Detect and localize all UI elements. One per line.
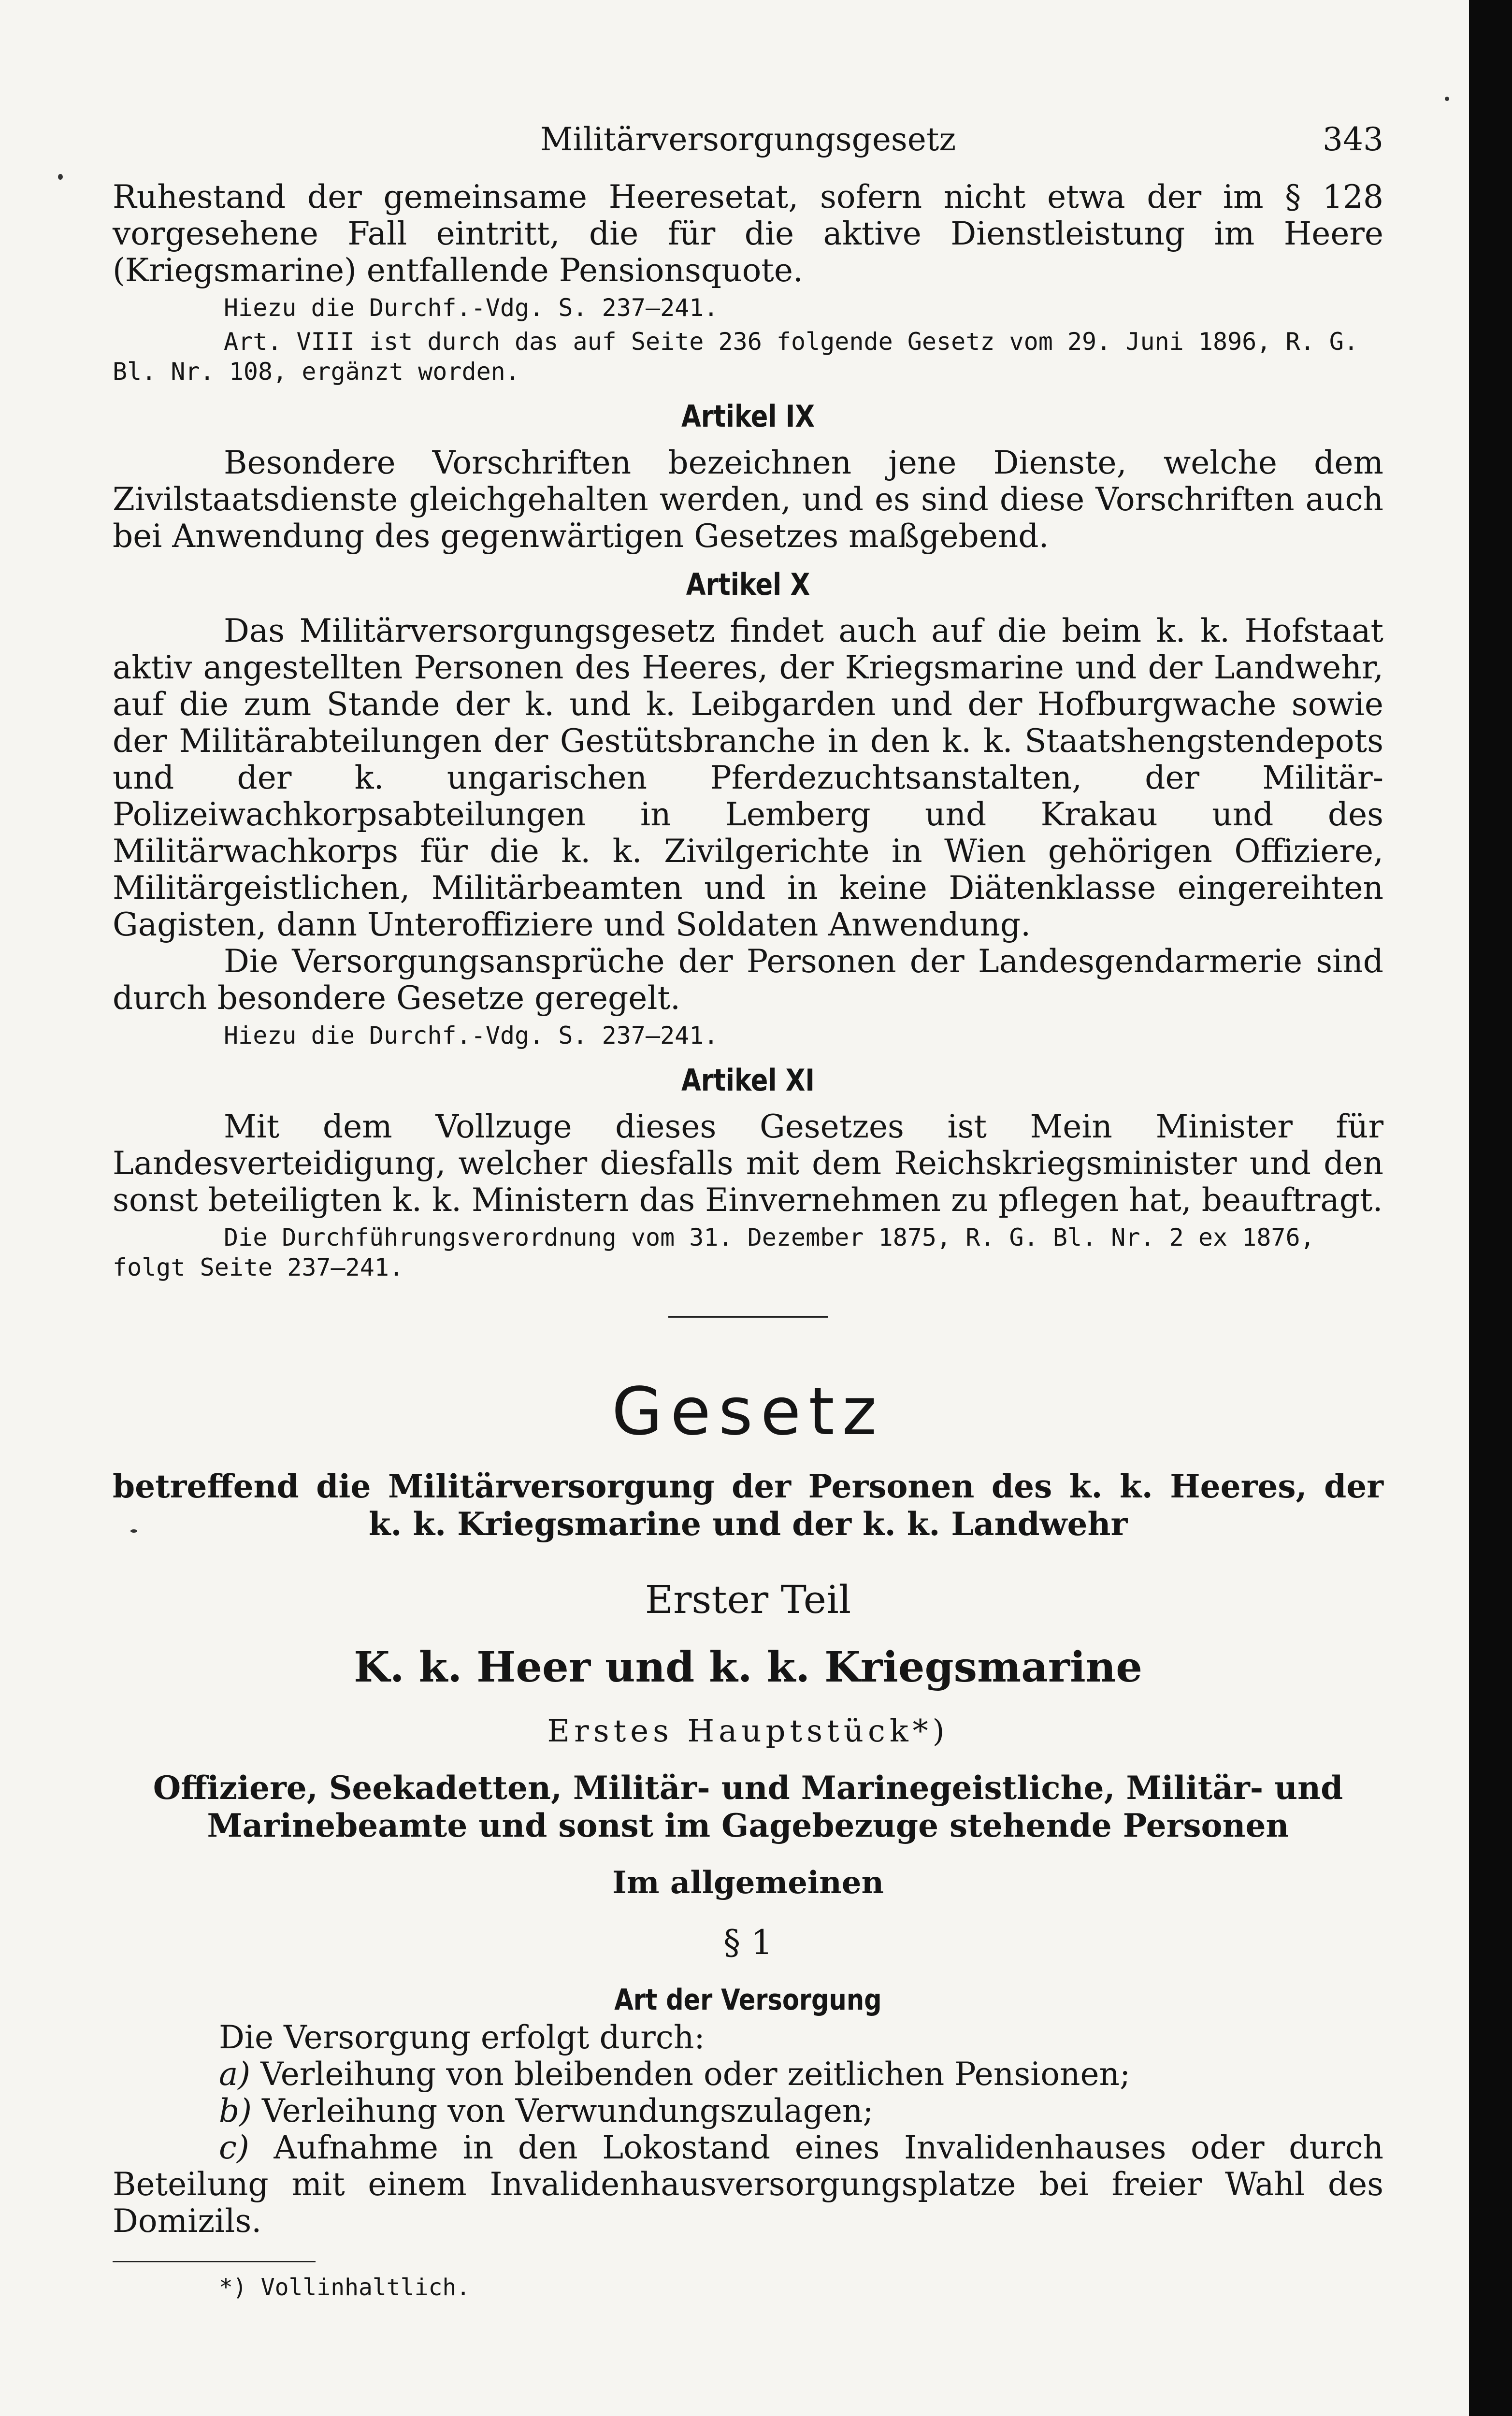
- paragraph-artikel-ix: Besondere Vorschriften bezeichnen jene Dienste, welche dem Zivilstaatsdienste gleichgehalten werden, und es sind diese Vorschriften auch bei Anwendung des gegenwärtigen Gesetzes maßgebend.: [113, 444, 1383, 555]
- heading-artikel-xi: Artikel XI: [681, 1063, 815, 1098]
- section-intro: Die Versorgung erfolgt durch:: [219, 2019, 705, 2056]
- law-subtitle: [113, 1467, 1383, 1543]
- heer-heading: K. k. Heer und k. k. Kriegsmarine: [353, 1643, 1143, 1692]
- note-durchf-vdg: Hiezu die Durchf.-Vdg. S. 237—241.: [224, 294, 719, 322]
- page-content: [113, 121, 1383, 2301]
- im-allgemeinen-heading: Im allgemeinen: [612, 1865, 884, 1901]
- list-letter: c): [219, 2129, 249, 2166]
- part-heading: Erster Teil: [645, 1577, 851, 1622]
- speck: [1445, 97, 1449, 101]
- heading-artikel-x: Artikel X: [686, 567, 810, 602]
- persons-heading-line-1: Offiziere, Seekadetten, Militär- und Marinegeistliche, Militär- und: [153, 1769, 1343, 1807]
- scan-edge: [1469, 0, 1512, 2416]
- hauptstueck-heading: Erstes Hauptstück*): [547, 1713, 949, 1749]
- note-durchfuehrungsverordnung: Die Durchführungsverordnung vom 31. Dezember 1875, R. G. Bl. Nr. 2 ex 1876, folgt Seite 237—241.: [113, 1223, 1315, 1281]
- list-item-b: [113, 2093, 1383, 2129]
- paragraph-artikel-xi: Mit dem Vollzuge dieses Gesetzes ist Mein Minister für Landesverteidigung, welcher diesfalls mit dem Reichskriegsminister und den sonst beteiligten k. k. Ministern das Einvernehmen zu pflegen hat, beauftragt.: [113, 1108, 1383, 1219]
- heading-artikel-ix: Artikel IX: [681, 399, 815, 434]
- running-header: [113, 121, 1383, 179]
- list-letter: a): [219, 2056, 251, 2093]
- list-text: Aufnahme in den Lokostand eines Invalidenhauses oder durch Beteilung mit einem Invalidenhausversorgungsplatze bei freier Wahl des Domizils.: [113, 2129, 1383, 2240]
- persons-heading: [113, 1769, 1383, 1844]
- paragraph-landesgendarmerie: Die Versorgungsansprüche der Personen der Landesgendarmerie sind durch besondere Gesetze geregelt.: [113, 943, 1383, 1017]
- section-divider: [668, 1316, 828, 1318]
- speck: [58, 174, 63, 180]
- section-number: § 1: [723, 1923, 773, 1962]
- footnote: *) Vollinhaltlich.: [219, 2274, 471, 2301]
- note-durchf-vdg-2: Hiezu die Durchf.-Vdg. S. 237—241.: [224, 1021, 719, 1050]
- footnote-rule: [113, 2261, 316, 2262]
- running-title: Militärversorgungsgesetz: [540, 121, 956, 158]
- list-text: Verleihung von bleibenden oder zeitlichen Pensionen;: [260, 2056, 1131, 2093]
- list-text: Verleihung von Verwundungszulagen;: [261, 2092, 874, 2129]
- persons-heading-line-2: Marinebeamte und sonst im Gagebezuge stehende Personen: [207, 1807, 1289, 1844]
- law-subtitle-line-2: k. k. Kriegsmarine und der k. k. Landwehr: [368, 1505, 1128, 1543]
- list-item-c: [113, 2129, 1383, 2240]
- paragraph-artikel-x: Das Militärversorgungsgesetz findet auch auf die beim k. k. Hofstaat aktiv angestellten Personen des Heeres, der Kriegsmarine und der Landwehr, auf die zum Stande der k. und k. Leibgarden und der Hofburgwache sowie der Militärabteilungen der Gestütsbranche in den k. k. Staatshengstendepots und der k. ungarischen Pferdezuchtsanstalten, der Militär-Polizeiwachkorpsabteilungen in Lemberg und Krakau und des Militärwachkorps für die k. k. Zivilgerichte in Wien gehörigen Offiziere, Militärgeistlichen, Militärbeamten und in keine Diätenklasse eingereihten Gagisten, dann Unteroffiziere und Soldaten Anwendung.: [113, 612, 1383, 943]
- page-number: 343: [1323, 121, 1383, 158]
- paragraph-continuation: Ruhestand der gemeinsame Heeresetat, sofern nicht etwa der im § 128 vorgesehene Fall eintritt, die für die aktive Dienstleistung im Heere (Kriegsmarine) entfallende Pensionsquote.: [113, 178, 1383, 289]
- law-subtitle-line-1: betreffend die Militärversorgung der Personen des k. k. Heeres, der: [113, 1467, 1383, 1505]
- list-letter: b): [219, 2092, 252, 2129]
- section-title: Art der Versorgung: [614, 1983, 882, 2017]
- note-art-viii: Art. VIII ist durch das auf Seite 236 folgende Gesetz vom 29. Juni 1896, R. G. Bl. Nr. 108, ergänzt worden.: [113, 328, 1358, 386]
- law-title: Gesetz: [611, 1374, 885, 1450]
- list-item-a: [113, 2056, 1383, 2093]
